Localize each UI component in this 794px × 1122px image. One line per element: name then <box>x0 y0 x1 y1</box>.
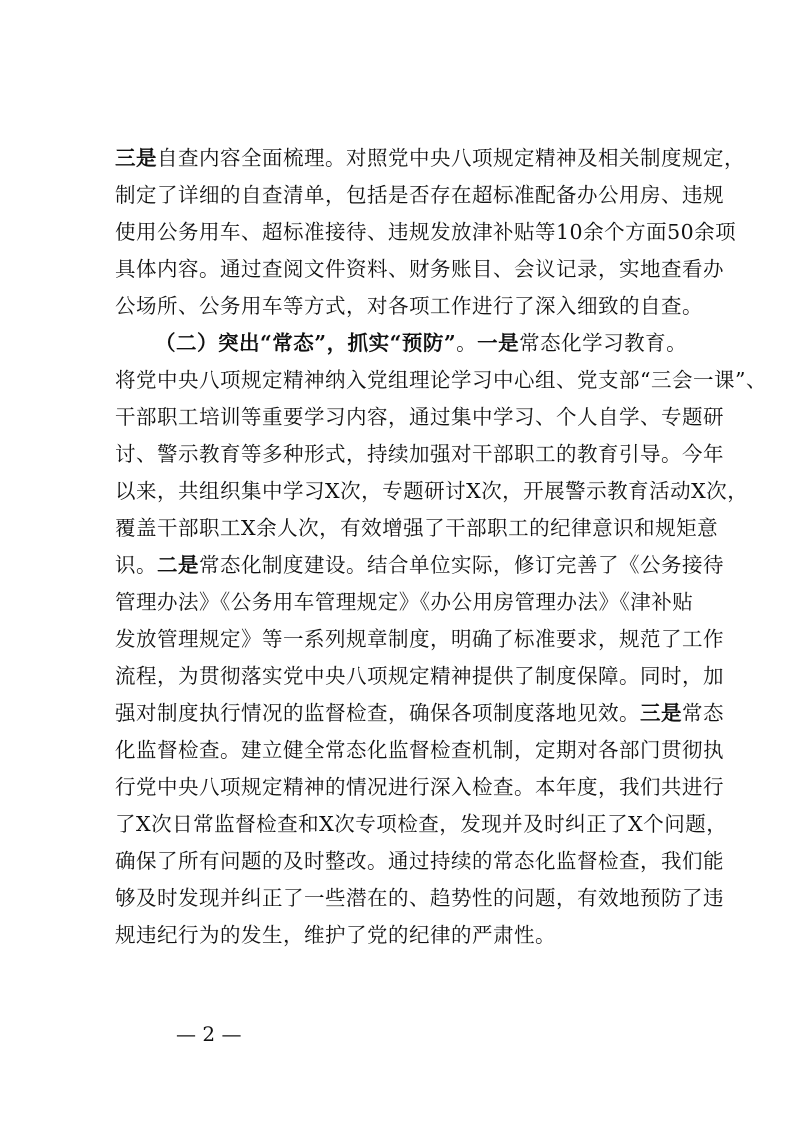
text-segment: 常态化学习教育。 <box>519 331 688 355</box>
text-line <box>115 140 745 177</box>
bold-text-segment: （二）突出“常态”，抓实“预防” <box>155 331 457 355</box>
text-segment: 确保了所有问题的及时整改。通过持续的常态化监督检查，我们能 <box>115 849 724 873</box>
text-line <box>115 658 724 695</box>
text-line <box>115 695 724 732</box>
body-text <box>115 140 767 954</box>
text-segment: 管理办法》《公务用车管理规定》《办公用房管理办法》《津补贴 <box>115 590 694 614</box>
bold-text-segment: 三是 <box>115 146 157 170</box>
text-segment: 公场所、公务用车等方式，对各项工作进行了深入细致的自查。 <box>115 294 703 318</box>
text-segment: 。 <box>456 331 478 355</box>
text-segment: 流程，为贯彻落实党中央八项规定精神提供了制度保障。同时，加 <box>115 664 724 688</box>
bold-text-segment: 二是 <box>157 553 199 577</box>
text-line <box>115 806 728 843</box>
text-segment: 覆盖干部职工X余人次，有效增强了干部职工的纪律意识和规矩意 <box>115 516 719 540</box>
text-segment: 制定了详细的自查清单，包括是否存在超标准配备办公用房、违规 <box>115 183 724 207</box>
text-line <box>115 621 724 658</box>
text-line <box>115 251 724 288</box>
text-segment: 够及时发现并纠正了一些潜在的、趋势性的问题，有效地预防了违 <box>115 886 724 910</box>
text-segment: 规违纪行为的发生，维护了党的纪律的严肃性。 <box>115 923 556 947</box>
text-segment: 了X次日常监督检查和X次专项检查，发现并及时纠正了X个问题， <box>115 812 728 836</box>
text-line <box>115 399 724 436</box>
text-segment: 讨、警示教育等多种形式，持续加强对干部职工的教育引导。今年 <box>115 442 724 466</box>
text-segment: 发放管理规定》等一系列规章制度，明确了标准要求，规范了工作 <box>115 627 724 651</box>
text-line <box>115 584 694 621</box>
text-segment: 将党中央八项规定精神纳入党组理论学习中心组、党支部“三会一课”、 <box>115 368 767 392</box>
text-segment: 具体内容。通过查阅文件资料、财务账目、会议记录，实地查看办 <box>115 257 724 281</box>
text-line <box>115 732 724 769</box>
text-segment: 行党中央八项规定精神的情况进行深入检查。本年度，我们共进行 <box>115 775 724 799</box>
text-line <box>115 362 767 399</box>
text-line <box>115 288 703 325</box>
text-segment: 干部职工培训等重要学习内容，通过集中学习、个人自学、专题研 <box>115 405 724 429</box>
text-segment: 化监督检查。建立健全常态化监督检查机制，定期对各部门贯彻执 <box>115 738 724 762</box>
text-segment: 常态 <box>682 701 724 725</box>
page-number: — 2 — <box>176 1022 242 1046</box>
text-line <box>115 917 682 954</box>
bold-text-segment: 三是 <box>640 701 682 725</box>
text-line <box>115 510 719 547</box>
text-line <box>115 214 737 251</box>
text-line <box>115 769 724 806</box>
text-segment: 自查内容全面梳理。对照党中央八项规定精神及相关制度规定， <box>157 146 745 170</box>
text-line <box>115 880 724 917</box>
text-line <box>115 177 724 214</box>
text-line <box>115 436 724 473</box>
text-line <box>115 843 724 880</box>
text-line <box>115 473 749 510</box>
text-line <box>115 325 688 362</box>
text-segment: 识。 <box>115 553 157 577</box>
text-segment: 常态化制度建设。结合单位实际，修订完善了《公务接待 <box>199 553 724 577</box>
text-segment: 强对制度执行情况的监督检查，确保各项制度落地见效。 <box>115 701 640 725</box>
bold-text-segment: 一是 <box>477 331 520 355</box>
text-segment: 以来，共组织集中学习X次，专题研讨X次，开展警示教育活动X次， <box>115 479 749 503</box>
text-segment: 使用公务用车、超标准接待、违规发放津补贴等10余个方面50余项 <box>115 220 737 244</box>
text-line <box>115 547 724 584</box>
